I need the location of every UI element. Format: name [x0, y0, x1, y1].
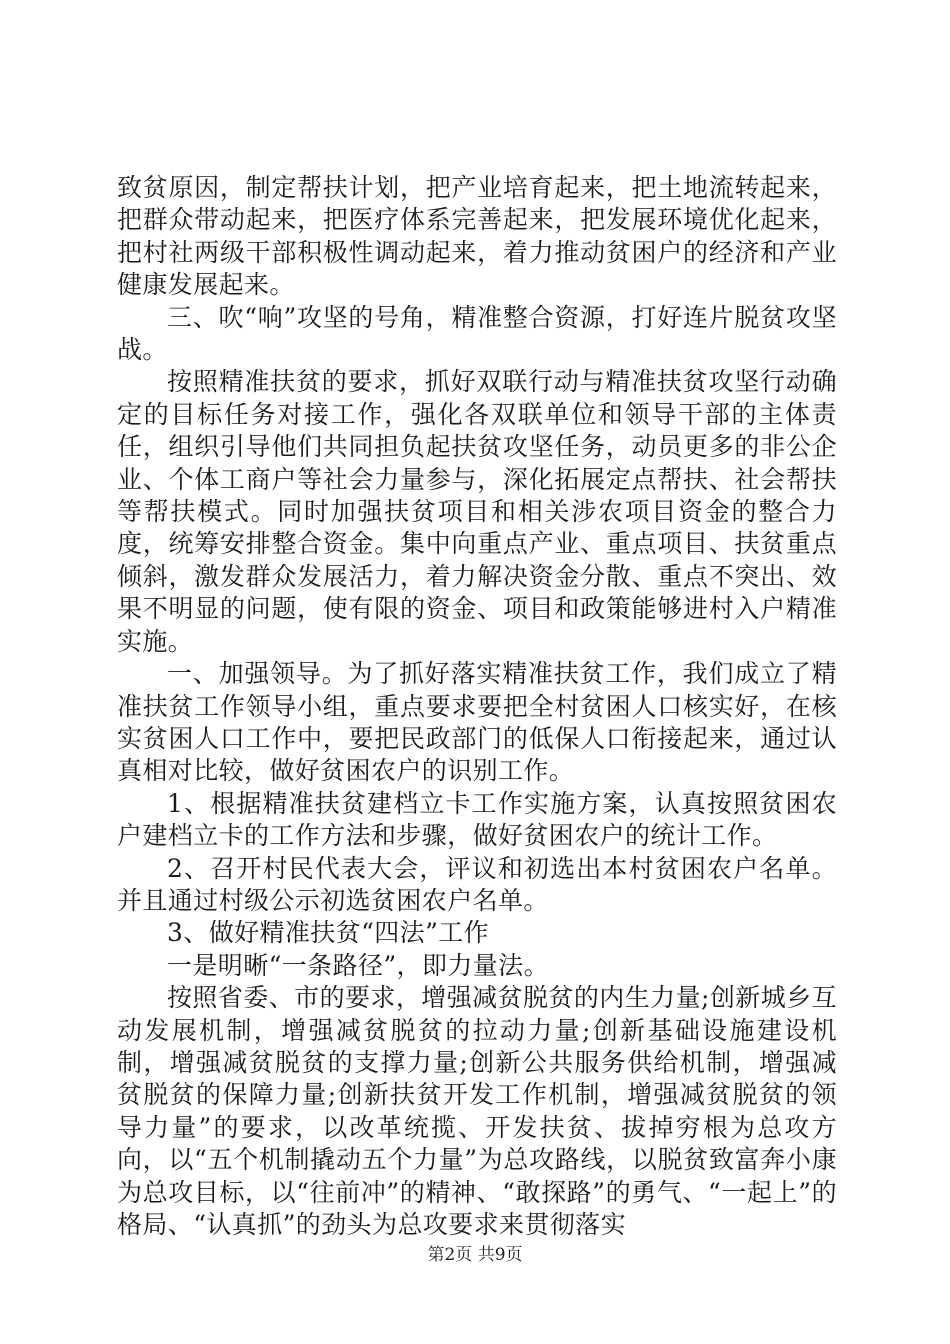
paragraph-5: 1、根据精准扶贫建档立卡工作实施方案，认真按照贫困农户建档立卡的工作方法和步骤，做好贫困农户的统计工作。 — [117, 788, 837, 851]
paragraph-7: 3、做好精准扶贫“四法”工作 — [167, 918, 490, 948]
paragraph-1: 致贫原因，制定帮扶计划，把产业培育起来，把土地流转起来，把群众带动起来，把医疗体系完善起来，把发展环境优化起来，把村社两级干部积极性调动起来，着力推动贫困户的经济和产业健康发展起来。 — [117, 173, 837, 300]
paragraph-8: 一是明晰“一条路径”，即力量法。 — [167, 950, 549, 980]
paragraph-3: 按照精准扶贫的要求，抓好双联行动与精准扶贫攻坚行动确定的目标任务对接工作，强化各双联单位和领导干部的主体责任，组织引导他们共同担负起扶贫攻坚任务，动员更多的非公企业、个体工商户等社会力量参与，深化拓展定点帮扶、社会帮扶等帮扶模式。同时加强扶贫项目和相关涉农项目资金的整合力度，统筹安排整合资金。集中向重点产业、重点项目、扶贫重点倾斜，激发群众发展活力，着力解决资金分散、重点不突出、效果不明显的问题，使有限的资金、项目和政策能够进村入户精准实施。 — [117, 367, 837, 656]
document-body — [117, 172, 837, 1241]
paragraph-9: 按照省委、市的要求，增强减贫脱贫的内生力量;创新城乡互动发展机制，增强减贫脱贫的拉动力量;创新基础设施建设机制，增强减贫脱贫的支撑力量;创新公共服务供给机制，增强减贫脱贫的保障力量;创新扶贫开发工作机制，增强减贫脱贫的领导力量”的要求，以改革统揽、开发扶贫、拔掉穷根为总攻方向，以“五个机制撬动五个力量”为总攻路线，以脱贫致富奔小康为总攻目标，以“往前冲”的精神、“敢探路”的勇气、“一起上”的格局、“认真抓”的劲头为总攻要求来贯彻落实 — [117, 983, 837, 1239]
paragraph-4: 一、加强领导。为了抓好落实精准扶贫工作，我们成立了精准扶贫工作领导小组，重点要求要把全村贫困人口核实好，在核实贫困人口工作中，要把民政部门的低保人口衔接起来，通过认真相对比较，做好贫困农户的识别工作。 — [117, 659, 837, 786]
paragraph-2-heading: 三、吹“响”攻坚的号角，精准整合资源，打好连片脱贫攻坚战。 — [117, 302, 837, 365]
paragraph-6: 2、召开村民代表大会，评议和初选出本村贫困农户名单。并且通过村级公示初选贫困农户名单。 — [117, 853, 837, 915]
page-number-footer: 第2页 共9页 — [427, 1245, 523, 1265]
